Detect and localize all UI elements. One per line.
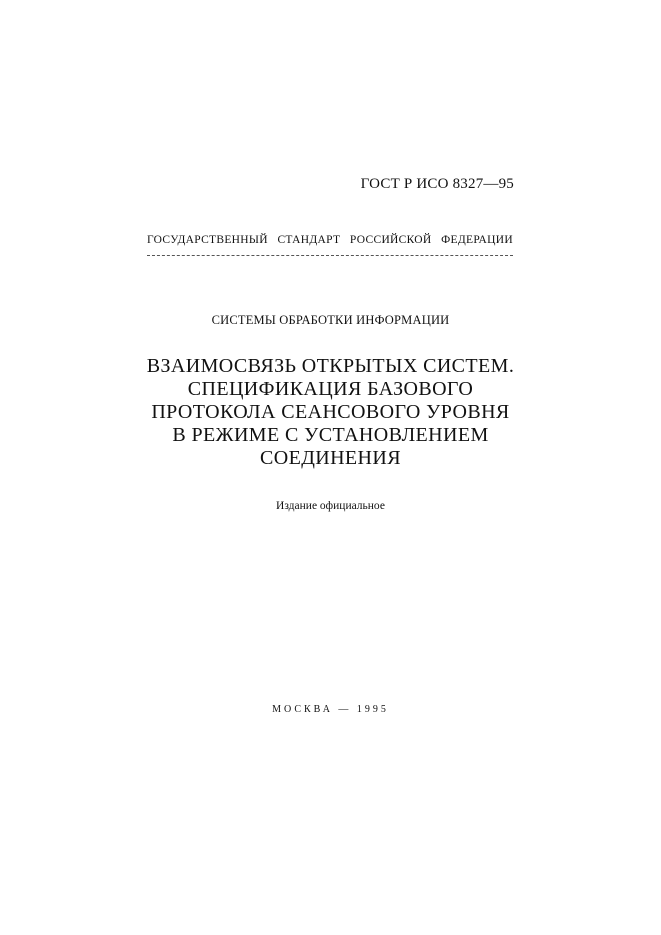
- document-title: [80, 355, 581, 470]
- header-divider: [147, 255, 513, 256]
- standard-type-line: [147, 234, 513, 246]
- title-line: ВЗАИМОСВЯЗЬ ОТКРЫТЫХ СИСТЕМ.: [146, 355, 515, 377]
- title-line: СПЕЦИФИКАЦИЯ БАЗОВОГО: [187, 378, 474, 400]
- standard-word: ГОСУДАРСТВЕННЫЙ: [147, 234, 268, 246]
- standard-word: ФЕДЕРАЦИИ: [441, 234, 513, 246]
- standard-word: СТАНДАРТ: [277, 234, 341, 246]
- edition-note: Издание официальное: [276, 500, 385, 512]
- title-line: СОЕДИНЕНИЯ: [260, 447, 401, 469]
- publication-imprint: МОСКВА — 1995: [272, 704, 389, 715]
- title-line: В РЕЖИМЕ С УСТАНОВЛЕНИЕМ: [172, 424, 489, 446]
- series-title: СИСТЕМЫ ОБРАБОТКИ ИНФОРМАЦИИ: [211, 313, 450, 327]
- standard-designation: ГОСТ Р ИСО 8327—95: [360, 176, 514, 192]
- standard-word: РОССИЙСКОЙ: [349, 234, 432, 246]
- title-line: ПРОТОКОЛА СЕАНСОВОГО УРОВНЯ: [151, 401, 510, 423]
